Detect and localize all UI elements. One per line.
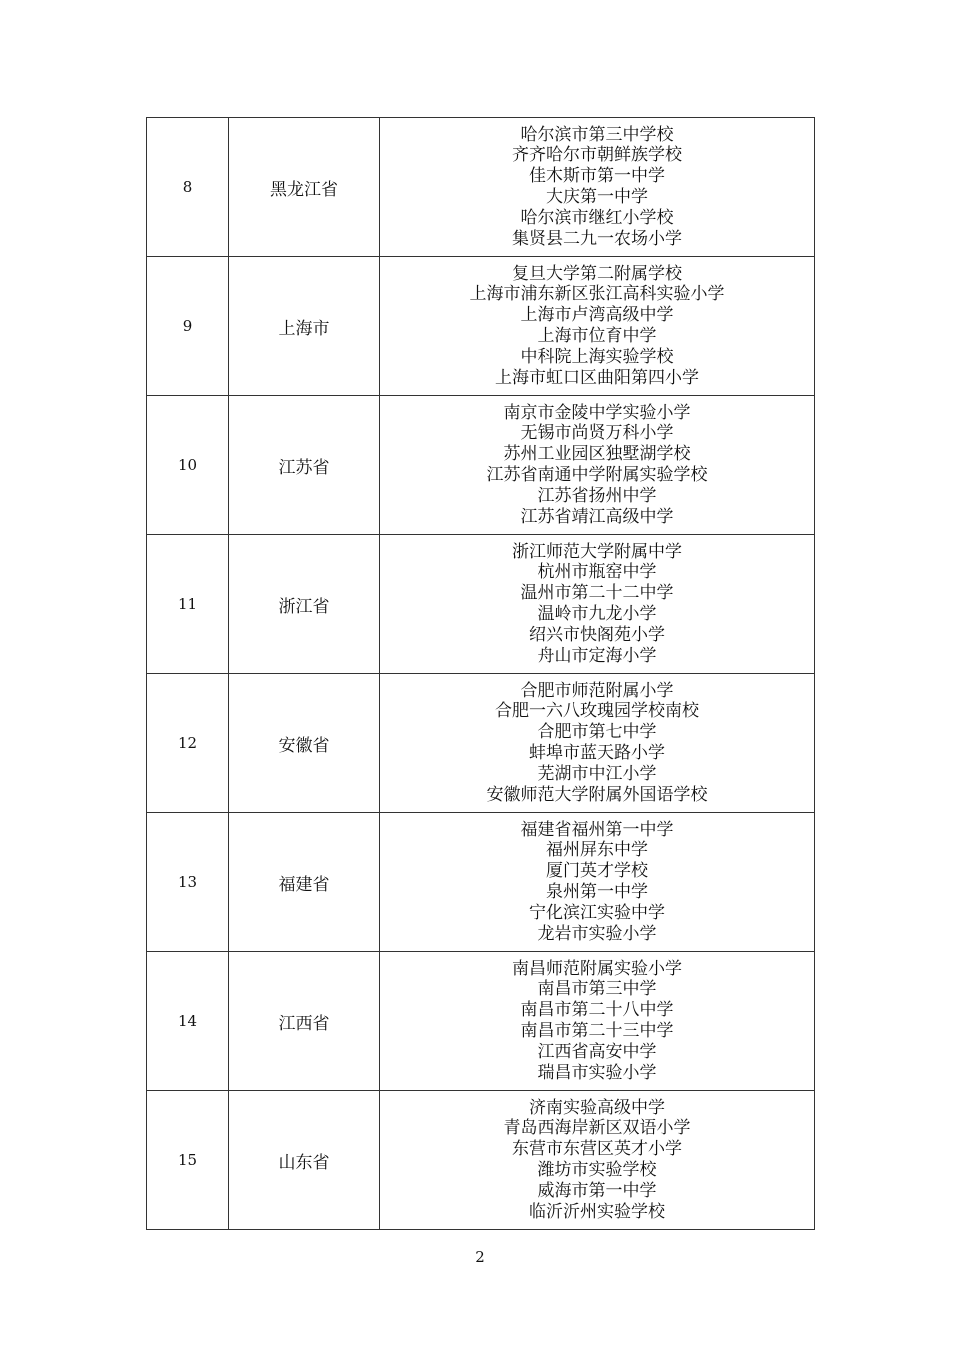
school-list <box>380 1091 815 1230</box>
school-name: 上海市虹口区曲阳第四小学 <box>495 367 699 388</box>
row-number: 15 <box>147 1091 229 1230</box>
table-row <box>147 1091 815 1230</box>
school-name: 南昌师范附属实验小学 <box>512 958 682 979</box>
school-list <box>380 952 815 1091</box>
table-row <box>147 813 815 952</box>
school-name: 杭州市瓶窑中学 <box>537 562 657 583</box>
row-number: 13 <box>147 813 229 952</box>
school-name: 集贤县二九一农场小学 <box>512 228 682 249</box>
schools-table-body <box>147 118 815 1230</box>
school-name: 苏州工业园区独墅湖学校 <box>503 444 691 465</box>
school-name: 威海市第一中学 <box>537 1180 657 1201</box>
row-number: 8 <box>147 118 229 257</box>
school-name: 蚌埠市蓝天路小学 <box>529 743 665 763</box>
school-list <box>380 118 815 257</box>
school-name: 上海市浦东新区张江高科实验小学 <box>469 284 725 305</box>
school-name: 安徽师范大学附属外国语学校 <box>486 784 708 805</box>
school-name: 南昌市第二十三中学 <box>520 1021 674 1041</box>
table-row <box>147 952 815 1091</box>
school-name: 潍坊市实验学校 <box>537 1160 657 1180</box>
school-name: 温岭市九龙小学 <box>537 604 657 624</box>
school-name: 宁化滨江实验中学 <box>529 902 665 923</box>
school-name: 中科院上海实验学校 <box>520 346 674 367</box>
row-number: 12 <box>147 674 229 813</box>
table-row <box>147 118 815 257</box>
province-name: 江苏省 <box>229 396 380 535</box>
school-list <box>380 535 815 674</box>
school-name: 江西省高安中学 <box>537 1041 657 1062</box>
school-name: 瑞昌市实验小学 <box>537 1062 657 1083</box>
province-name: 黑龙江省 <box>229 118 380 257</box>
school-name: 龙岩市实验小学 <box>537 923 657 944</box>
school-name: 济南实验高级中学 <box>529 1097 665 1118</box>
province-name: 山东省 <box>229 1091 380 1230</box>
province-name: 上海市 <box>229 257 380 396</box>
school-list <box>380 674 815 813</box>
table-row <box>147 396 815 535</box>
row-number: 14 <box>147 952 229 1091</box>
row-number: 10 <box>147 396 229 535</box>
school-list <box>380 813 815 952</box>
school-name: 合肥市师范附属小学 <box>520 680 674 701</box>
school-name: 青岛西海岸新区双语小学 <box>503 1118 691 1139</box>
school-name: 芜湖市中江小学 <box>537 763 657 784</box>
table-row <box>147 535 815 674</box>
school-name: 舟山市定海小学 <box>537 645 657 666</box>
school-name: 哈尔滨市继红小学校 <box>520 207 674 228</box>
page-number: 2 <box>475 1248 485 1266</box>
school-list <box>380 396 815 535</box>
school-name: 佳木斯市第一中学 <box>529 166 665 187</box>
school-list <box>380 257 815 396</box>
school-name: 无锡市尚贤万科小学 <box>520 423 674 444</box>
school-name: 泉州第一中学 <box>546 882 648 902</box>
table-row <box>147 674 815 813</box>
school-name: 东营市东营区英才小学 <box>512 1139 682 1160</box>
school-name: 合肥一六八玫瑰园学校南校 <box>495 701 699 722</box>
row-number: 9 <box>147 257 229 396</box>
school-name: 南昌市第二十八中学 <box>520 1000 674 1021</box>
school-name: 绍兴市快阁苑小学 <box>529 624 665 645</box>
school-name: 南京市金陵中学实验小学 <box>503 402 691 423</box>
table-row <box>147 257 815 396</box>
school-name: 上海市卢湾高级中学 <box>520 305 674 326</box>
school-name: 上海市位育中学 <box>537 326 657 346</box>
school-name: 哈尔滨市第三中学校 <box>520 124 674 145</box>
province-name: 浙江省 <box>229 535 380 674</box>
school-name: 复旦大学第二附属学校 <box>512 263 682 284</box>
school-name: 福建省福州第一中学 <box>520 819 674 840</box>
school-name: 厦门英才学校 <box>546 861 648 882</box>
school-name: 江苏省扬州中学 <box>537 485 657 506</box>
province-name: 安徽省 <box>229 674 380 813</box>
province-name: 福建省 <box>229 813 380 952</box>
province-name: 江西省 <box>229 952 380 1091</box>
school-name: 临沂沂州实验学校 <box>529 1201 665 1222</box>
school-name: 江苏省靖江高级中学 <box>520 506 674 527</box>
school-name: 南昌市第三中学 <box>537 979 657 1000</box>
school-name: 大庆第一中学 <box>546 187 648 207</box>
school-name: 浙江师范大学附属中学 <box>512 541 682 562</box>
schools-table <box>146 117 815 1230</box>
school-name: 齐齐哈尔市朝鲜族学校 <box>512 145 682 166</box>
school-name: 温州市第二十二中学 <box>520 583 674 604</box>
school-name: 福州屏东中学 <box>546 840 648 861</box>
row-number: 11 <box>147 535 229 674</box>
school-name: 合肥市第七中学 <box>537 722 657 743</box>
school-name: 江苏省南通中学附属实验学校 <box>486 465 708 485</box>
